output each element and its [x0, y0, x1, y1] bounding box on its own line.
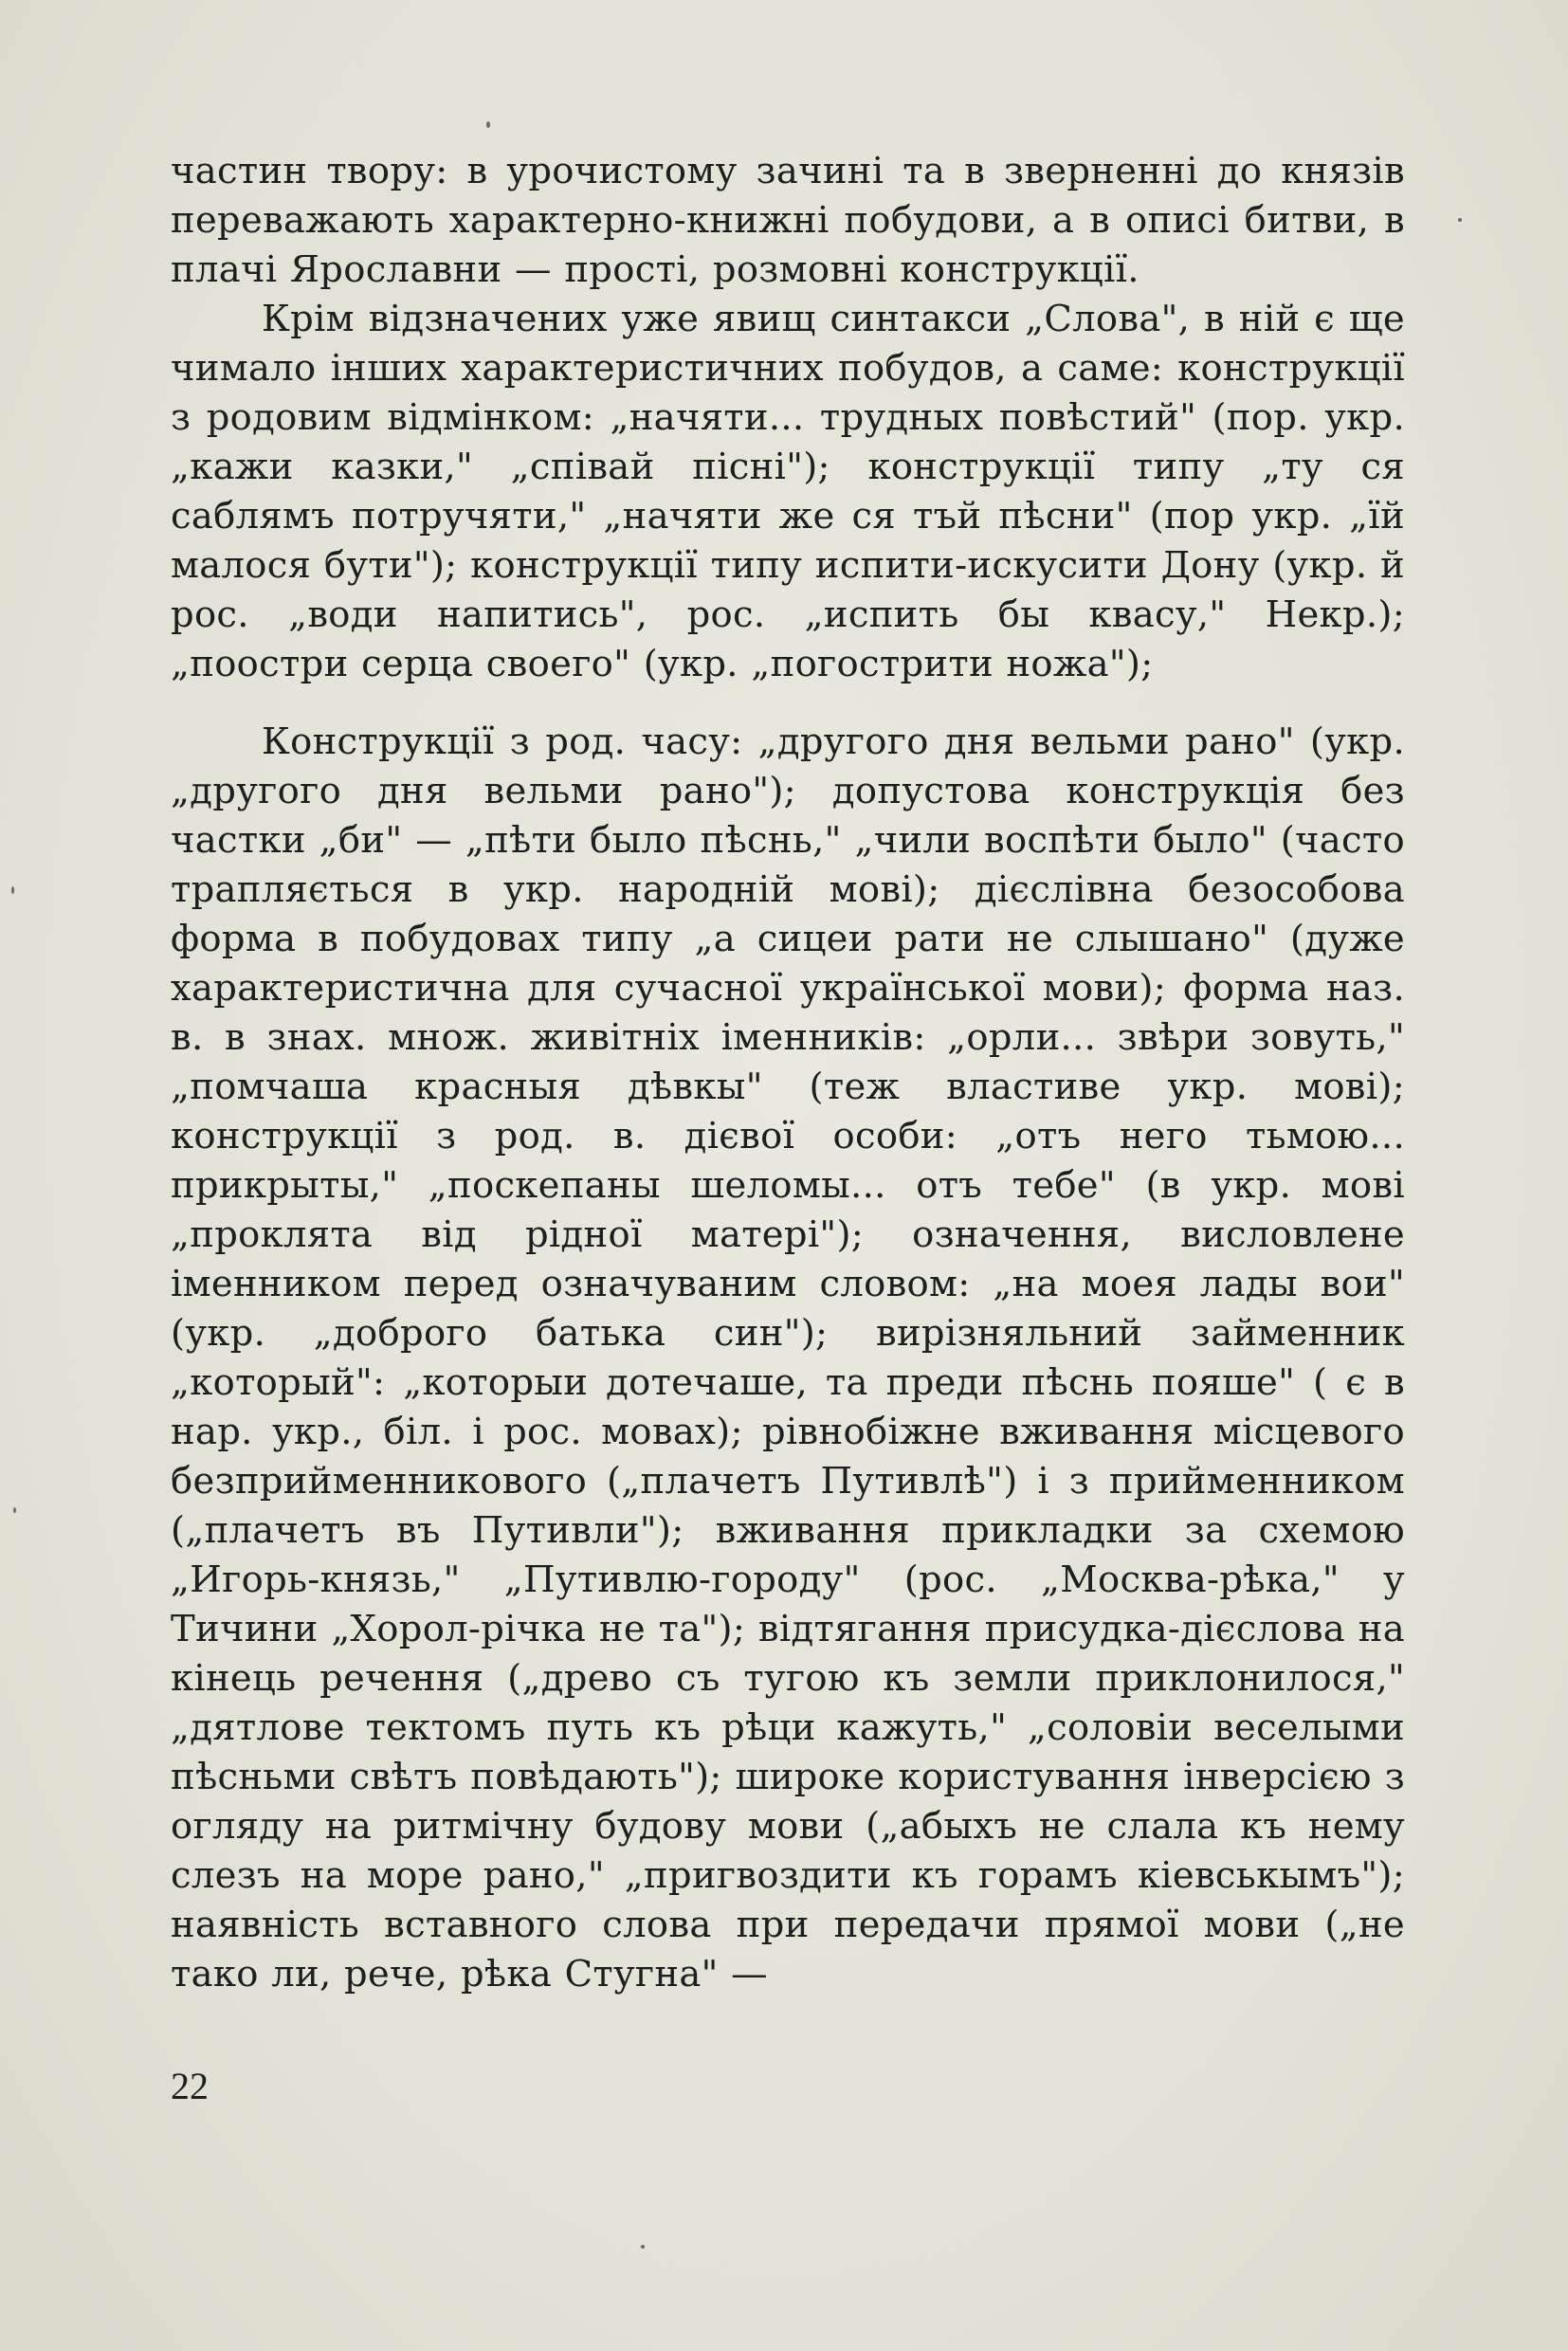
- page-number: 22: [171, 2065, 209, 2107]
- scan-speck: [11, 886, 14, 894]
- paragraph-1: частин твору: в урочистому зачині та в зверненні до князів переважають характерно-книжні побудови, а в описі битви, в плачі Ярославни — прості, розмовні конструкції.: [171, 150, 1405, 291]
- scan-speck: [1458, 218, 1462, 222]
- body-text: [171, 147, 1405, 1999]
- scan-speck: [13, 1507, 16, 1513]
- scan-speck: [486, 121, 490, 128]
- paragraph-2: Крім відзначених уже явищ синтакси „Слова", в ній є ще чимало інших характеристичних побудов, а саме: конструкції з родовим відмінком: „начяти... трудных повѣстий" (пор. укр. „кажи казки," „співай пісні"); конструкції типу „ту ся саблямъ потручяти," „начяти же ся тъй пѣсни" (пор укр. „їй малося бути"); конструкції типу испити-искусити Дону (укр. й рос. „води напитись", рос. „испить бы квасу," Некр.); „поостри серца своего" (укр. „погострити ножа");: [171, 298, 1405, 685]
- scan-speck: [641, 2245, 645, 2249]
- paragraph-3: Конструкції з род. часу: „другого дня вельми рано" (укр. „другого дня вельми рано"); допустова конструкція без частки „би" — „пѣти было пѣснь," „чили воспѣти было" (часто трапляється в укр. народній мові); дієслівна безособова форма в побудовах типу „а сицеи рати не слышано" (дуже характеристична для сучасної української мови); форма наз. в. в знах. множ. живітніх іменників: „орли... звѣри зовуть," „помчаша красныя дѣвкы" (теж властиве укр. мові); конструкції з род. в. дієвої особи: „отъ него тьмою... прикрыты," „поскепаны шеломы... отъ тебе" (в укр. мові „проклята від рідної матері"); означення, висловлене іменником перед означуваним словом: „на моея лады вои" (укр. „доброго батька син"); вирізняльний займенник „который": „которыи дотечаше, та преди пѣснь пояше" ( є в нар. укр., біл. і рос. мовах); рівнобіжне вживання місцевого безприйменникового („плачетъ Путивлѣ") і з прийменником („плачетъ въ Путивли"); вживання прикладки за схемою „Игорь-князь," „Путивлю-городу" (рос. „Москва-рѣка," у Тичини „Хорол-річка не та"); відтягання присудка-дієслова на кінець речення („древо съ тугою къ земли приклонилося," „дятлове тектомъ путь къ рѣци кажуть," „соловіи веселыми пѣсньми свѣтъ повѣдають"); широке користування інверсією з огляду на ритмічну будову мови („абыхъ не слала къ нему слезъ на море рано," „пригвоздити къ горамъ кіевськымъ"); наявність вставного слова при передачи прямої мови („не тако ли, рече, рѣка Стугна" —: [171, 720, 1405, 1996]
